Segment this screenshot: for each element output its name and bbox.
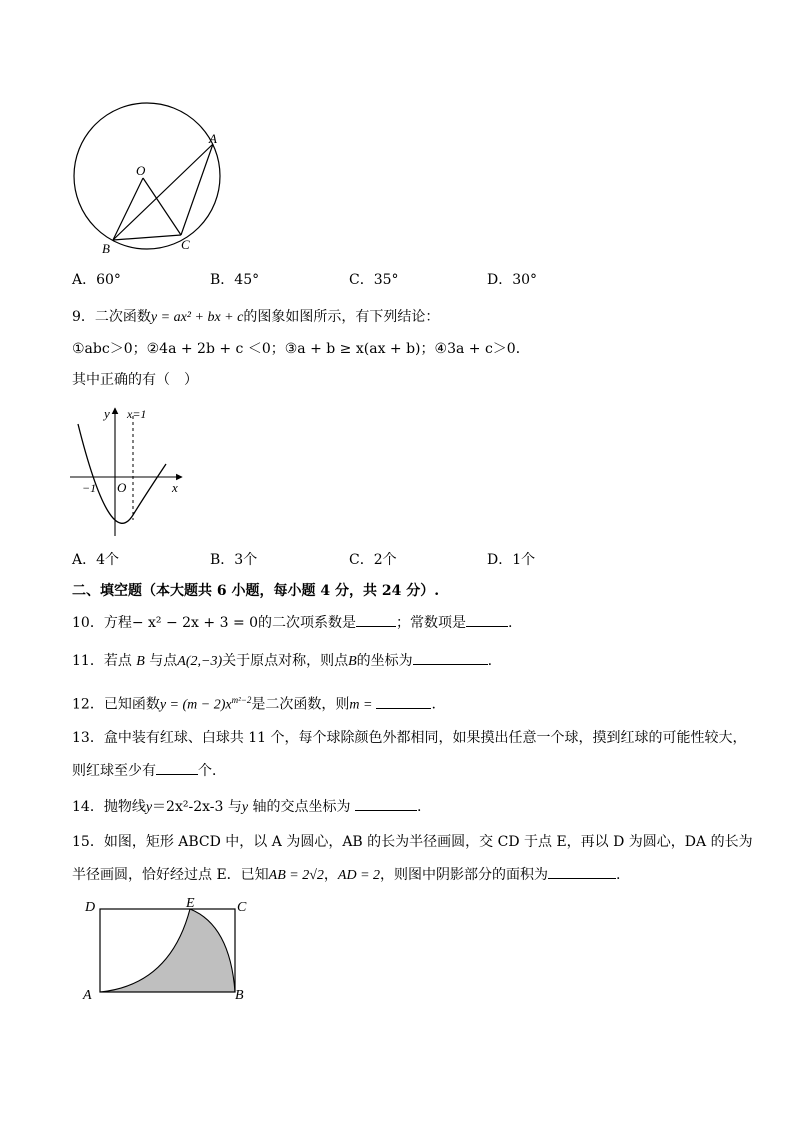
q15-line-1: 15．如图，矩形 ABCD 中，以 A 为圆心，AB 的长为半径画圆，交 CD 于点 E，再以 D 为圆心，DA 的长为 [72, 834, 753, 850]
q13-line-2-prefix: 则红球至少有 [72, 763, 156, 779]
q8-option-b[interactable]: B．45° [210, 272, 260, 288]
q9-stem-suffix: 的图象如图所示，有下列结论： [243, 309, 440, 325]
q11-mid3: 的坐标为 [356, 653, 413, 669]
q10-blank-2[interactable] [466, 612, 508, 627]
label-D: D [85, 900, 96, 915]
q10-end: . [508, 615, 513, 631]
q9-stem [72, 308, 439, 327]
q14-end: . [416, 799, 422, 815]
q13-line-1: 13．盒中装有红球、白球共 11 个，每个球除颜色外都相同，如果摸出任意一个球，摸到红球的可能性较大， [72, 730, 747, 746]
q15-ab: AB = 2√2 [268, 868, 324, 883]
q15-end: . [616, 867, 621, 883]
q13-line-2-suffix: 个． [198, 763, 226, 779]
q15-line-2-suffix: ，则图中阴影部分的面积为 [380, 867, 549, 883]
q11-point: A(2,−3) [177, 654, 223, 669]
q15-sep: ， [323, 867, 338, 883]
q14-blank[interactable] [355, 796, 417, 811]
q14-y: y [145, 800, 153, 815]
q11-end: . [487, 653, 493, 669]
q8-option-c[interactable]: C．35° [349, 272, 399, 288]
q14-eq: ＝2x²-2x-3 [152, 799, 224, 815]
q13-line-2 [72, 760, 226, 780]
label-origin: O [117, 480, 127, 495]
q11-B2: B [348, 654, 357, 669]
q11-B: B [136, 654, 145, 669]
q11 [72, 650, 492, 671]
q15-line-2-prefix: 半径画圆，恰好经过点 E．已知 [72, 867, 269, 883]
q9-stem-prefix: 9．二次函数 [72, 309, 151, 325]
q11-mid1: 与点 [144, 653, 178, 669]
q10-blank-1[interactable] [356, 612, 396, 627]
circle-outline [74, 103, 220, 249]
q12-mid: 是二次函数，则 [251, 696, 350, 713]
q12-blank[interactable] [376, 694, 431, 709]
label-B: B [235, 988, 244, 1003]
label-C: C [181, 237, 190, 252]
q14 [72, 796, 421, 817]
q14-mid: 与 [223, 799, 242, 815]
segment-BA [113, 144, 213, 240]
label-C: C [237, 900, 247, 915]
label-A: A [209, 131, 217, 146]
q10 [72, 612, 512, 632]
q10-middle: 的二次项系数是 [258, 615, 357, 631]
label-O: O [136, 163, 146, 178]
q10-middle2: ；常数项是 [396, 615, 467, 631]
label-neg-one: −1 [82, 481, 97, 495]
q9-option-a[interactable]: A．4个 [72, 552, 120, 568]
q15-line-2 [72, 864, 620, 885]
q14-mid2: 轴的交点坐标为 [248, 799, 355, 815]
q10-equation: − x² − 2x + 3 = 0 [131, 615, 259, 631]
label-x: x [172, 480, 178, 495]
q12-prefix: 12．已知函数 [72, 696, 160, 713]
q10-prefix: 10．方程 [72, 615, 132, 631]
segment-CA [181, 144, 213, 235]
q12 [72, 691, 436, 715]
label-E: E [186, 896, 195, 911]
q8-option-d[interactable]: D．30° [487, 272, 538, 288]
q9-option-d[interactable]: D．1个 [487, 552, 536, 568]
q15-rectangle-figure [80, 895, 255, 1005]
label-B: B [102, 241, 110, 256]
segment-BC [113, 235, 181, 240]
q12-m: m = [349, 697, 373, 713]
q15-blank[interactable] [548, 864, 616, 879]
label-A: A [83, 988, 92, 1003]
q14-prefix: 14．抛物线 [72, 799, 146, 815]
segment-OB [113, 178, 143, 240]
q11-mid2: 关于原点对称，则点 [222, 653, 349, 669]
q13-blank[interactable] [156, 760, 198, 775]
parabola-curve [78, 424, 166, 523]
q9-conclusions: ①abc＞0；②4a + 2b + c ＜0；③a + b ≥ x(ax + b)；④3a + c＞0． [72, 341, 530, 357]
q11-prefix: 11．若点 [72, 653, 137, 669]
q12-exponent: m²−2 [231, 695, 252, 705]
q12-end: . [431, 696, 436, 713]
label-y: y [104, 406, 110, 421]
q8-option-a[interactable]: A．60° [72, 272, 121, 288]
q9-option-c[interactable]: C．2个 [349, 552, 397, 568]
section-2-title: 二、填空题（本大题共 6 小题，每小题 4 分，共 24 分）. [72, 583, 440, 599]
q15-ad: AD = 2 [337, 868, 381, 883]
q14-y2: y [241, 800, 249, 815]
q12-function: y = (m − 2)x [159, 697, 232, 713]
q11-blank[interactable] [413, 650, 488, 665]
shaded-region [100, 909, 235, 992]
q9-function: y = ax² + bx + c [150, 310, 244, 325]
q9-question: 其中正确的有（ ） [72, 372, 198, 388]
q8-circle-figure [68, 96, 228, 258]
q9-option-b[interactable]: B．3个 [210, 552, 258, 568]
label-axis-eq: x=1 [127, 407, 147, 421]
q9-parabola-graph [70, 402, 190, 540]
